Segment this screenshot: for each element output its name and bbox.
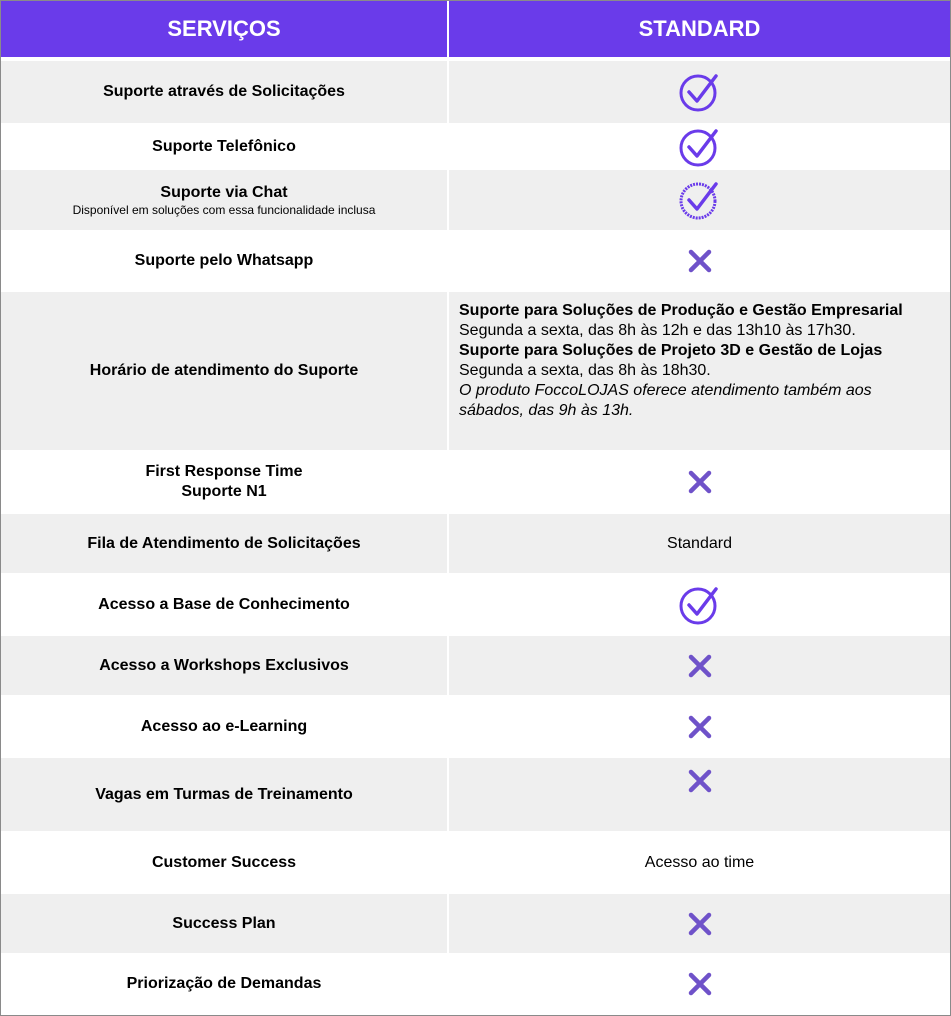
x-icon (687, 768, 713, 794)
table-row (1, 573, 950, 636)
schedule-details (449, 292, 950, 450)
row-label: Vagas em Turmas de Treinamento (95, 785, 353, 803)
row-label: Suporte pelo Whatsapp (134, 252, 314, 269)
row-label: Suporte via Chat (160, 184, 288, 201)
table-row (1, 170, 950, 230)
table-row (1, 230, 950, 292)
x-icon (687, 248, 713, 274)
row-sublabel: Disponível em soluções com essa funcionalidade inclusa (72, 203, 376, 217)
row-label: Success Plan (172, 914, 276, 932)
check-icon (679, 127, 721, 167)
header-services: SERVIÇOS (167, 16, 281, 41)
table-row (1, 514, 950, 573)
schedule-title-2: Suporte para Soluções de Projeto 3D e Gestão de Lojas (459, 342, 883, 359)
table-row (1, 292, 950, 450)
schedule-note-1: O produto FoccoLOJAS oferece atendimento também aos (459, 382, 872, 399)
row-label: Priorização de Demandas (126, 975, 322, 992)
x-icon (687, 714, 713, 740)
table-row (1, 636, 950, 695)
table-row (1, 61, 950, 123)
row-label: Suporte Telefônico (152, 137, 296, 155)
schedule-line-2: Segunda a sexta, das 8h às 18h30. (459, 362, 711, 379)
x-icon (687, 469, 713, 495)
table-row (1, 831, 950, 894)
table-row (1, 953, 950, 1015)
row-value (449, 695, 950, 758)
table-row (1, 450, 950, 514)
row-value (449, 573, 950, 636)
row-label: Fila de Atendimento de Solicitações (87, 534, 361, 552)
schedule-note-2: sábados, das 9h às 13h. (459, 402, 634, 419)
header-standard: STANDARD (638, 16, 761, 41)
row-value (449, 230, 950, 292)
table-header (1, 1, 950, 59)
x-icon (687, 911, 713, 937)
table-row (1, 894, 950, 953)
row-value (449, 61, 950, 123)
row-label: First Response Time (145, 463, 303, 480)
check-icon (679, 585, 721, 625)
check-icon (679, 180, 721, 220)
row-label: Acesso a Base de Conhecimento (98, 595, 350, 613)
x-icon (687, 971, 713, 997)
row-value (449, 170, 950, 230)
row-label: Acesso a Workshops Exclusivos (99, 656, 349, 674)
row-label-2: Suporte N1 (181, 483, 267, 500)
schedule-title-1: Suporte para Soluções de Produção e Gestão Empresarial (459, 302, 903, 319)
x-icon (687, 653, 713, 679)
row-label: Suporte através de Solicitações (103, 83, 345, 100)
row-value (449, 953, 950, 1015)
row-value-text: Acesso ao time (644, 853, 755, 871)
table-row (1, 123, 950, 170)
row-label: Customer Success (151, 853, 297, 871)
row-value (449, 123, 950, 170)
row-value (449, 636, 950, 695)
row-label: Horário de atendimento do Suporte (89, 362, 359, 379)
row-label: Acesso ao e-Learning (140, 717, 308, 735)
table-row (1, 758, 950, 831)
table-row (1, 695, 950, 758)
row-value-text: Standard (667, 534, 732, 552)
schedule-line-1: Segunda a sexta, das 8h às 12h e das 13h10 às 17h30. (459, 322, 856, 339)
row-value (449, 894, 950, 953)
row-value (449, 450, 950, 514)
row-value (449, 758, 950, 831)
check-icon (679, 72, 721, 112)
